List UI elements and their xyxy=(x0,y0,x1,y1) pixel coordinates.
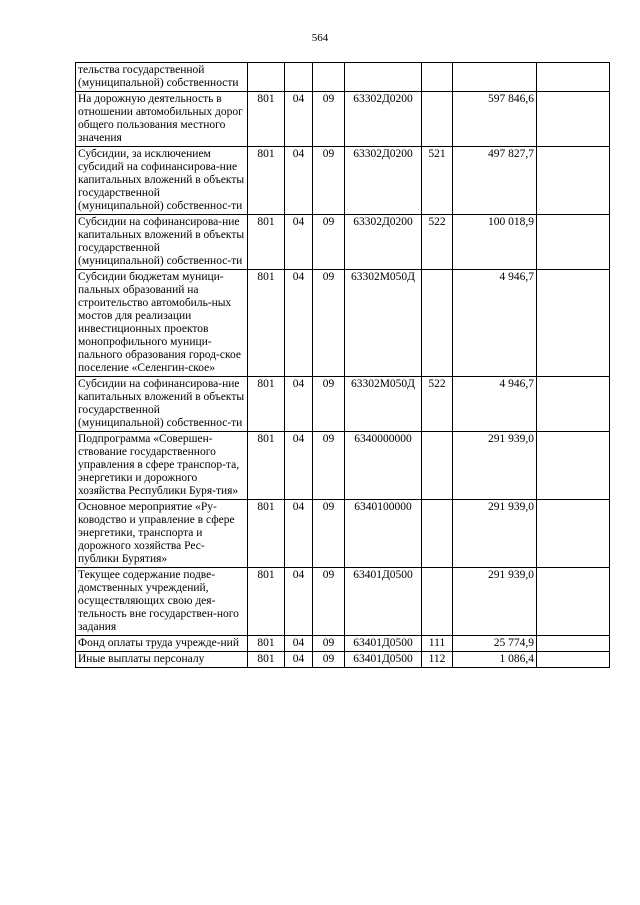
row-target-code: 63302Д0200 xyxy=(345,147,422,215)
row-target-code: 63401Д0500 xyxy=(345,636,422,652)
row-section-code: 04 xyxy=(285,377,313,432)
row-name: Основное мероприятие «Ру-ководство и управление в сфере энергетики, транспорта и дорожного хозяйства Рес-публики Бурятия» xyxy=(76,500,248,568)
row-subsection-code: 09 xyxy=(313,568,345,636)
row-extra xyxy=(537,500,610,568)
row-target-code: 63302М050Д xyxy=(345,377,422,432)
row-ministry-code: 801 xyxy=(248,500,285,568)
row-amount: 1 086,4 xyxy=(453,652,537,668)
row-extra xyxy=(537,652,610,668)
row-name: Подпрограмма «Совершен-ствование государственного управления в сфере транспор-та, энергетики и дорожного хозяйства Республики Буря-тия» xyxy=(76,432,248,500)
row-amount: 291 939,0 xyxy=(453,500,537,568)
row-section-code: 04 xyxy=(285,568,313,636)
budget-table xyxy=(75,62,610,668)
row-expense-type xyxy=(422,568,453,636)
table-row xyxy=(76,432,610,500)
table-row xyxy=(76,270,610,377)
row-expense-type xyxy=(422,63,453,92)
table-row xyxy=(76,147,610,215)
row-expense-type: 112 xyxy=(422,652,453,668)
row-extra xyxy=(537,215,610,270)
row-amount: 100 018,9 xyxy=(453,215,537,270)
row-subsection-code: 09 xyxy=(313,215,345,270)
row-target-code xyxy=(345,63,422,92)
row-section-code: 04 xyxy=(285,652,313,668)
table-body xyxy=(76,63,610,668)
row-ministry-code: 801 xyxy=(248,432,285,500)
row-subsection-code xyxy=(313,63,345,92)
row-amount: 597 846,6 xyxy=(453,92,537,147)
row-section-code xyxy=(285,63,313,92)
row-expense-type: 521 xyxy=(422,147,453,215)
row-expense-type xyxy=(422,92,453,147)
table-row xyxy=(76,215,610,270)
row-ministry-code: 801 xyxy=(248,92,285,147)
row-subsection-code: 09 xyxy=(313,92,345,147)
row-expense-type: 522 xyxy=(422,377,453,432)
row-extra xyxy=(537,568,610,636)
row-subsection-code: 09 xyxy=(313,500,345,568)
row-subsection-code: 09 xyxy=(313,652,345,668)
row-amount: 4 946,7 xyxy=(453,270,537,377)
row-amount: 497 827,7 xyxy=(453,147,537,215)
row-name: Субсидии на софинансирова-ние капитальных вложений в объекты государственной (муниципальной) собственнос-ти xyxy=(76,377,248,432)
table-row xyxy=(76,92,610,147)
row-target-code: 63401Д0500 xyxy=(345,652,422,668)
row-name: Фонд оплаты труда учрежде-ний xyxy=(76,636,248,652)
row-subsection-code: 09 xyxy=(313,636,345,652)
row-section-code: 04 xyxy=(285,500,313,568)
row-expense-type: 111 xyxy=(422,636,453,652)
row-target-code: 63302Д0200 xyxy=(345,92,422,147)
row-section-code: 04 xyxy=(285,432,313,500)
row-ministry-code: 801 xyxy=(248,636,285,652)
row-amount: 4 946,7 xyxy=(453,377,537,432)
row-target-code: 6340000000 xyxy=(345,432,422,500)
row-extra xyxy=(537,432,610,500)
row-amount xyxy=(453,63,537,92)
row-ministry-code: 801 xyxy=(248,377,285,432)
row-extra xyxy=(537,377,610,432)
row-ministry-code: 801 xyxy=(248,568,285,636)
row-ministry-code: 801 xyxy=(248,147,285,215)
row-expense-type xyxy=(422,500,453,568)
row-name: На дорожную деятельность в отношении автомобильных дорог общего пользования местного значения xyxy=(76,92,248,147)
row-section-code: 04 xyxy=(285,636,313,652)
row-section-code: 04 xyxy=(285,92,313,147)
row-name: Субсидии бюджетам муници-пальных образований на строительство автомобиль-ных мостов для реализации инвестиционных проектов монопрофильного муници-пального образования город-ское поселение «Селенгин-ское» xyxy=(76,270,248,377)
row-subsection-code: 09 xyxy=(313,377,345,432)
row-extra xyxy=(537,636,610,652)
row-name: тельства государственной (муниципальной) собственности xyxy=(76,63,248,92)
row-target-code: 6340100000 xyxy=(345,500,422,568)
row-expense-type xyxy=(422,270,453,377)
row-amount: 25 774,9 xyxy=(453,636,537,652)
row-section-code: 04 xyxy=(285,215,313,270)
row-expense-type: 522 xyxy=(422,215,453,270)
row-section-code: 04 xyxy=(285,270,313,377)
row-name: Субсидии на софинансирова-ние капитальных вложений в объекты государственной (муниципальной) собственнос-ти xyxy=(76,215,248,270)
table-row xyxy=(76,652,610,668)
table-row xyxy=(76,500,610,568)
row-subsection-code: 09 xyxy=(313,147,345,215)
row-name: Текущее содержание подве-домственных учреждений, осуществляющих свою дея-тельность вне государствен-ного задания xyxy=(76,568,248,636)
row-name: Иные выплаты персоналу xyxy=(76,652,248,668)
row-ministry-code: 801 xyxy=(248,215,285,270)
row-expense-type xyxy=(422,432,453,500)
row-subsection-code: 09 xyxy=(313,432,345,500)
row-target-code: 63302М050Д xyxy=(345,270,422,377)
row-target-code: 63302Д0200 xyxy=(345,215,422,270)
row-section-code: 04 xyxy=(285,147,313,215)
row-extra xyxy=(537,63,610,92)
row-target-code: 63401Д0500 xyxy=(345,568,422,636)
table-row xyxy=(76,63,610,92)
row-ministry-code: 801 xyxy=(248,652,285,668)
row-subsection-code: 09 xyxy=(313,270,345,377)
table-row xyxy=(76,568,610,636)
page-number: 564 xyxy=(311,32,329,44)
row-ministry-code xyxy=(248,63,285,92)
row-extra xyxy=(537,270,610,377)
row-amount: 291 939,0 xyxy=(453,568,537,636)
row-extra xyxy=(537,92,610,147)
table-row xyxy=(76,377,610,432)
row-ministry-code: 801 xyxy=(248,270,285,377)
row-extra xyxy=(537,147,610,215)
table-row xyxy=(76,636,610,652)
row-amount: 291 939,0 xyxy=(453,432,537,500)
row-name: Субсидии, за исключением субсидий на софинансирова-ние капитальных вложений в объекты государственной (муниципальной) собственнос-ти xyxy=(76,147,248,215)
